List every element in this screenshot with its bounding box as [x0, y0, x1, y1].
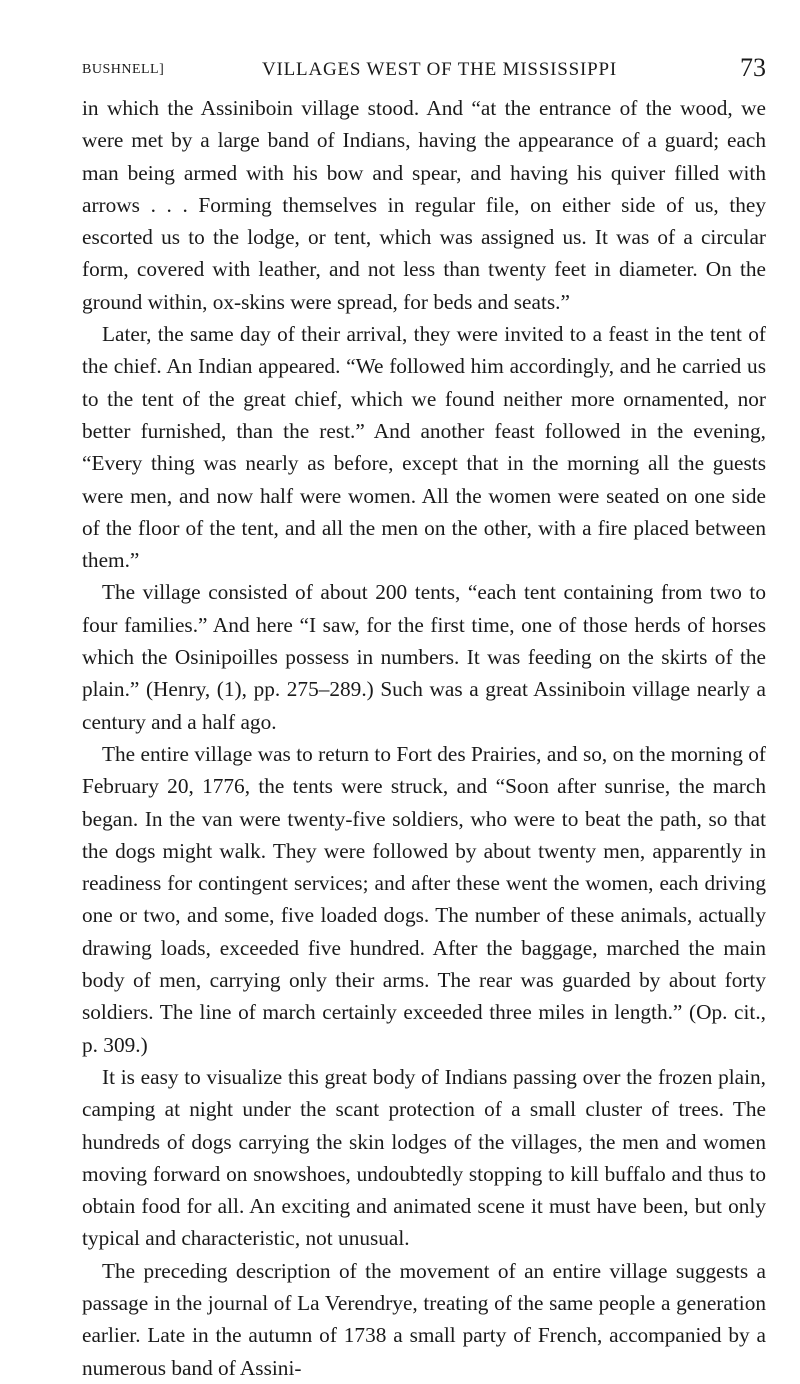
running-head-author: BUSHNELL]: [82, 62, 165, 77]
paragraph-3: The village consisted of about 200 tents, “each tent containing from two to four families.” And here “I saw, for the first time, one of those herds of horses which the Osinipoilles possess in numbers. It was feeding on the skirts of the plain.” (Henry, (1), pp. 275–289.) Such was a great Assiniboin village nearly a century and a half ago.: [82, 580, 766, 734]
paragraph-5: It is easy to visualize this great body of Indians passing over the frozen plain, camping at night under the scant protection of a small cluster of trees. The hundreds of dogs carrying the skin lodges of the villages, the men and women moving forward on snowshoes, undoubtedly stopping to kill buffalo and thus to obtain food for all. An exciting and animated scene it must have been, but only typical and characteristic, not unusual.: [82, 1064, 766, 1251]
paragraph-2: Later, the same day of their arrival, they were invited to a feast in the tent of the chief. An Indian appeared. “We followed him accordingly, and he carried us to the tent of the great chief, which we found neither more ornamented, nor better furnished, than the rest.” And another feast followed in the evening, “Every thing was nearly as before, except that in the morning all the guests were men, and now half were women. All the women were seated on one side of the floor of the tent, and all the men on the other, with a fire placed between them.”: [82, 322, 766, 573]
running-header: [82, 50, 766, 90]
body-text: [82, 92, 766, 1384]
paragraph-6: The preceding description of the movement of an entire village suggests a passage in the journal of La Verendrye, treating of the same people a generation earlier. Late in the autumn of 1738 a small party of French, accompanied by a numerous band of Assini-: [82, 1258, 766, 1380]
paragraph-1: in which the Assiniboin village stood. And “at the entrance of the wood, we were met by a large band of Indians, having the appearance of a guard; each man being armed with his bow and spear, and having his quiver filled with arrows . . . Forming themselves in regular file, on either side of us, they escorted us to the lodge, or tent, which was assigned us. It was of a circular form, covered with leather, and not less than twenty feet in diameter. On the ground within, ox-skins were spread, for beds and seats.”: [82, 96, 766, 314]
running-head-title: VILLAGES WEST OF THE MISSISSIPPI: [262, 59, 617, 80]
page-number: 73: [740, 53, 766, 82]
paragraph-4: The entire village was to return to Fort des Prairies, and so, on the morning of February 20, 1776, the tents were struck, and “Soon after sunrise, the march began. In the van were twenty-five soldiers, who were to beat the path, so that the dogs might walk. They were followed by about twenty men, apparently in readiness for contingent services; and after these went the women, each driving one or two, and some, five loaded dogs. The number of these animals, actually drawing loads, exceeded five hundred. After the baggage, marched the main body of men, carrying only their arms. The rear was guarded by about forty soldiers. The line of march certainly exceeded three miles in length.” (Op. cit., p. 309.): [82, 741, 766, 1057]
